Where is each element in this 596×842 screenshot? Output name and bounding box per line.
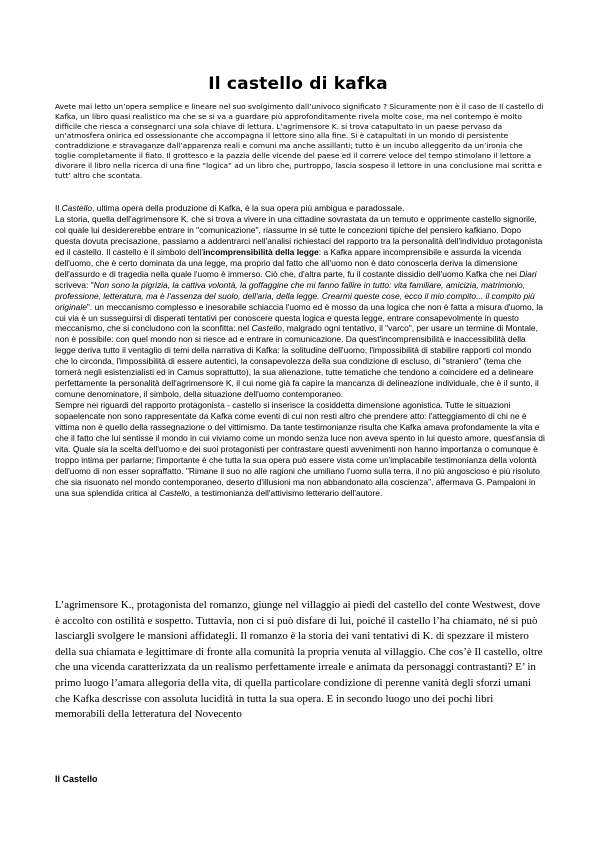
italic-quote: Non sono la pigrizia, la cattiva volontà, la goffaggine che mi fanno fallire in tutto: vita familiare, amicizia, matrimonio, professione, letteratura, ma è l'assenza del suolo, dell'aria, della legge. Crearmi queste cose, ecco il mio compito... il compito più originale xyxy=(55,279,535,312)
italic-title-castello: Castello xyxy=(159,487,190,498)
text-run: scriveva: " xyxy=(55,279,94,290)
analysis-paragraph-3 xyxy=(55,400,545,499)
section-subheading: Il Castello xyxy=(55,774,98,784)
intro-text: Avete mai letto un’opera semplice e lineare nel suo svolgimento dall’univoco significato ? Sicuramente non è il caso de Il castello di Kafka, un libro quasi realistico ma che se si va a guardare più approfonditamente rivela molte cose, ma nel contempo è molto difficile che riesca a consegnarci una sola chiave di lettura. L’agrimensore K. si trova catapultato in un paese pervaso da un’atmosfera onirica ed ossessionante che accompagna il lettore sino alla fine. Si è catapultati in un mondo di persistente contraddizione e stravaganze dall’apparenza reali e comuni ma anche assillanti; tutto è un incubo alleggerito da un’ironia che toglie completamente il fiato. Il grottesco e la pazzia delle vicende del paese ed il correre veloce del tempo stimolano il lettore a divorare il libro nella ricerca di una fine “logica” ad un libro che, purtroppo, lascia sospeso il lettore in una conclusione mai scritta e tutt’ altro che scontata. xyxy=(55,102,544,180)
italic-title-castello: Castello xyxy=(251,323,282,334)
italic-title-diari: Diari xyxy=(519,268,537,279)
text-run: , ultima opera della produzione di Kafka, è la sua opera più ambigua e paradossale. xyxy=(92,203,405,213)
summary-section xyxy=(55,598,545,723)
analysis-section xyxy=(55,203,545,499)
text-run: Il xyxy=(55,203,62,213)
text-run: Sempre nei riguardi del rapporto protagonista - castello si inserisce la cosiddetta dimensione agonistica. Tutte le situazioni sopaelencate non sono rappresentate da Kafka come eventi di cui non resti altro che prendere atto: l'atteggiamento di chi ne è vittima non è quello della rassegnazione o del vittimismo. Da tante testimonianze risulta che Kafka amava profondamente la vita e che il fatto che lui sentisse il mondo in cui viviamo come un mondo senza luce non aveva spento in lui questo amore, quest'ansia di vita. Quale sia la scelta dell'uomo e dei suoi protagonisti per contrastare questi avvenimenti non hanno importanza o comunque è troppo intima per parlarne; l'importante è che tutta la sua opera può essere vista come un'implacabile testimonianza della volontà dell'uomo di non esser sopraffatto. "Rimane il suo no alle ragioni che umiliano l'uomo sulla terra, il no più angoscioso e più risoluto che sia risuonato nel mondo contemporaneo, deserto d'illusioni ma non abbandonato alla coscienza", affermava G. Pampaloni in una sua splendida critica al xyxy=(55,400,545,498)
intro-paragraph xyxy=(55,102,545,180)
text-run: ". un meccanismo complesso e inesorabile schiaccia l'uomo ed è mosso da una logica che non è fatta a misura d'uomo, la cui via è un susseguirsi di disperati tentativi per conoscere questa logica e questa legge, entrare consapevolmente in questo meccanismo, che si concludono con la sconfitta: nel xyxy=(55,301,543,334)
italic-title-castello: Castello xyxy=(61,203,93,213)
bold-phrase: incomprensibilità della legge xyxy=(202,246,319,257)
document-title: Il castello di kafka xyxy=(208,74,388,94)
analysis-paragraph-1 xyxy=(55,203,545,214)
summary-paragraph: L’agrimensore K., protagonista del romanzo, giunge nel villaggio ai piedi del castello del conte Westwest, dove è accolto con ostilità e sospetto. Tuttavia, non ci si può disfare di lui, poiché il castello l’ha chiamato, né si può lasciargli svolgere le mansioni affidategli. Il romanzo è la storia dei vani tentativi di K. di spezzare il mistero della sua chiamata e legittimare di fronte alla comunità la propria venuta al villaggio. Che cos’è Il castello, oltre che una vicenda caratterizzata da un realismo perfettamente irreale e animata da personaggi contrastanti? E’ in primo luogo l’amara allegoria della vita, di quella particolare condizione di perenne vanità degli sforzi umani che Kafka descrisse con assoluta lucidità in tutta la sua opera. E in secondo luogo uno dei pochi libri memorabili della letteratura del Novecento xyxy=(55,599,543,721)
text-run: , a testimonianza dell'attivismo letterario dell'autore. xyxy=(189,487,383,498)
text-run: La storia, quella dell'agrimensore K. che si trova a vivere in una cittadine sovrastata da un temuto e opprimente castello signorile, col quale lui desidererebbe entrare in "comunicazione", riassume in sé tutte le concezioni tipiche del pensiero kafkiano. Dopo questa dovuta precisazione, passiamo a addentrarci nell'analisi richiestaci del rapporto tra la personalità dell'individuo protagonista ed il castello. Il castello è il simbolo dell' xyxy=(55,213,543,257)
analysis-paragraph-2 xyxy=(55,214,545,400)
text-run: : a Kafka appare incomprensibile e assurda la vicenda dell'uomo, che è certo dominata da una legge, ma proprio dal fatto che all'uomo non è dato conoscerla deriva la dimensione dell'assurdo e di tragedia nella quale l'uomo è immerso. Ciò che, d'altra parte, fu il costante dissidio dell'uomo Kafka che nei xyxy=(55,246,522,279)
text-run: , malgrado ogni tentativo, il "varco", per usare un termine di Montale, non è possibile: con quel mondo non si riesce ad e entrare in comunicazione. Da quest'incomprensibilità e inaccessibilità della legge deriva tutto il ventaglio di temi della narrativa di Kafka: la solitudine dell'uomo, l'impossibilità di stabilire rapporti col mondo che lo circonda, l'impossibilità di essere autentici, la consapevolezza della sua condizione di escluso, di "straniero" (tema che tornerà negli esistenzialisti ed in Camus soprattutto), la sua alienazione, tutte tematiche che tendono a coincidere ed a delineare perfettamente la personalità dell'agrimensore K, il cui nome già fa capire la mancanza di delineazione individuale, che è il sunto, il comune denominatore, il simbolo, della situazione dell'uomo contemporaneo. xyxy=(55,323,539,400)
